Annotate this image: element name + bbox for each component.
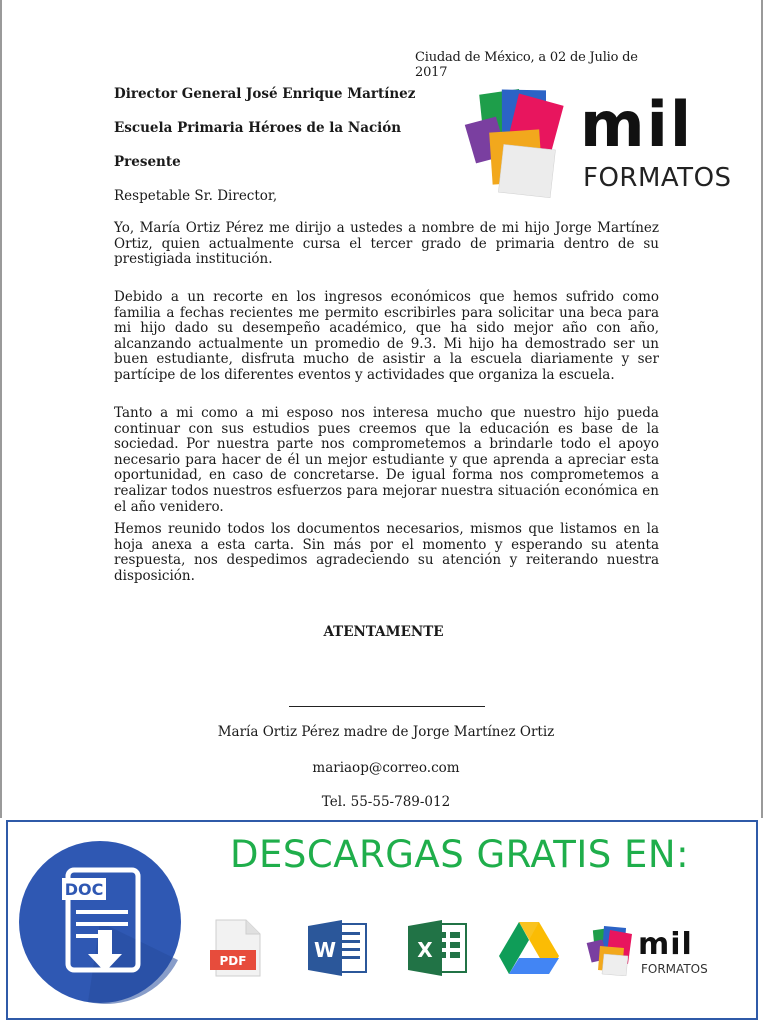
banner-title: DESCARGAS GRATIS EN: xyxy=(230,833,690,876)
doc-download-icon[interactable] xyxy=(18,840,183,1005)
letter-date: Ciudad de México, a 02 de Julio de 2017 xyxy=(415,50,638,80)
mini-logo-subtitle: FORMATOS xyxy=(641,962,708,976)
recipient-school: Escuela Primaria Héroes de la Nación xyxy=(114,120,402,136)
svg-text:X: X xyxy=(417,938,433,962)
milformatos-mini-logo-icon[interactable] xyxy=(586,924,638,976)
paragraph-1: Yo, María Ortiz Pérez me dirijo a ustedes a nombre de mi hijo Jorge Martínez Ortiz, quien actualmente cursa el tercer grado de primaria dentro de su prestigiada institución. xyxy=(114,220,659,268)
presente-label: Presente xyxy=(114,154,181,170)
svg-text:W: W xyxy=(313,938,337,962)
google-drive-icon[interactable] xyxy=(498,920,560,976)
signature-phone: Tel. 55-55-789-012 xyxy=(321,794,451,810)
recipient-name: Director General José Enrique Martínez xyxy=(114,86,416,102)
doc-label: DOC xyxy=(64,880,104,899)
signature-email: mariaop@correo.com xyxy=(312,760,460,776)
closing-label: ATENTAMENTE xyxy=(323,624,444,640)
signature-line xyxy=(289,706,485,707)
logo-subtitle: FORMATOS xyxy=(583,163,732,193)
pdf-label: PDF xyxy=(219,954,247,968)
word-icon[interactable] xyxy=(306,918,370,978)
paragraph-4: Hemos reunido todos los documentos necesarios, mismos que listamos en la hoja anexa a esta carta. Sin más por el momento y esperando su atenta respuesta, nos despedimos agradeciendo su atención y reiterando nuestra disposición. xyxy=(114,521,659,584)
logo-word: mil xyxy=(580,88,694,161)
paragraph-3: Tanto a mi como a mi esposo nos interesa mucho que nuestro hijo pueda continuar con sus estudios pues creemos que la educación es base de la sociedad. Por nuestra parte nos comprometemos a brindarle todo el apoyo necesario para hacer de él un mejor estudiante y que aprenda a apreciar esta oportunidad, en caso de concretarse. De igual forma nos comprometemos a realizar todos nuestros esfuerzos para mejorar nuestra situación económica en el año venidero. xyxy=(114,405,659,515)
excel-icon[interactable] xyxy=(406,918,470,978)
pdf-icon[interactable] xyxy=(208,918,266,978)
mini-logo-word: mil xyxy=(638,927,693,962)
signature-name: María Ortiz Pérez madre de Jorge Martínez Ortiz xyxy=(217,724,555,740)
greeting: Respetable Sr. Director, xyxy=(114,188,278,204)
paragraph-2: Debido a un recorte en los ingresos económicos que hemos sufrido como familia a fechas recientes me permito escribirles para solicitar una beca para mi hijo dado su desempeño académico, que ha sido mejor año con año, alcanzando actualmente un promedio de 9.3. Mi hijo ha demostrado ser un buen estudiante, disfruta mucho de asistir a la escuela diariamente y ser partícipe de los diferentes eventos y actividades que organiza la escuela. xyxy=(114,289,659,383)
